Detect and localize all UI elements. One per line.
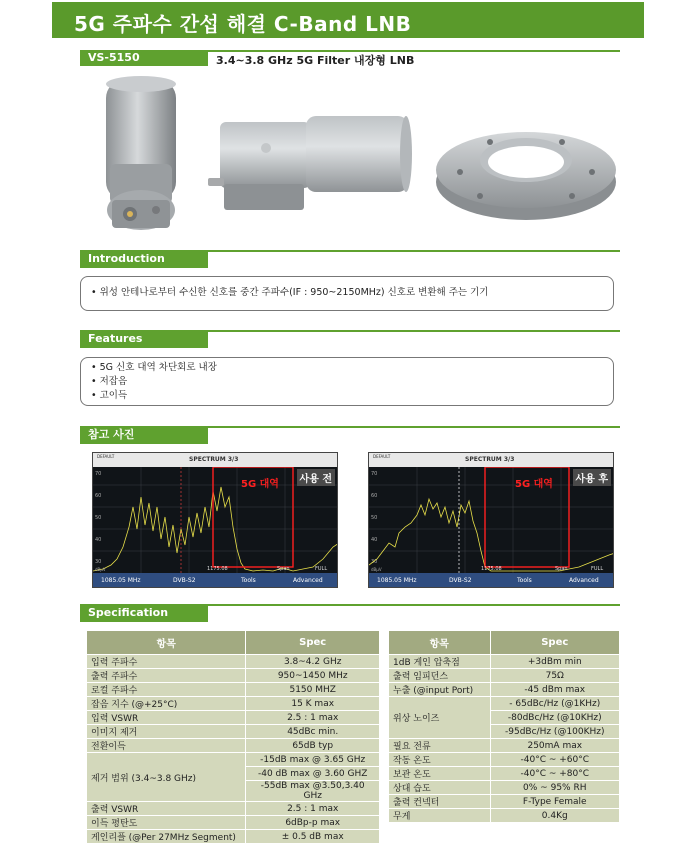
5g-band-label: 5G 대역 [515,479,553,490]
spec-item: 위상 노이즈 [389,697,491,739]
spec-item: 필요 전류 [389,739,491,753]
spec-item: 이득 평탄도 [87,816,246,830]
list-item: • 저잡음 [91,375,603,389]
spec-value: -45 dBm max [490,683,619,697]
footer-advanced: Advanced [569,577,599,584]
spec-value: 5150 MHZ [246,683,380,697]
spec-item: 누출 (@input Port) [389,683,491,697]
full-label: FULL [591,566,604,572]
lnb-flange-photo [430,120,622,224]
section-specification [80,604,620,624]
section-divider [208,604,620,606]
screen-preset: DEFAULT [373,454,391,459]
table-row [87,697,380,711]
table-row [389,809,620,823]
spec-item: 입력 주파수 [87,655,246,669]
spec-item: 제거 범위 (3.4~3.8 GHz) [87,753,246,802]
table-row [389,767,620,781]
table-row [389,669,620,683]
section-divider [208,330,620,332]
y-tick: 70 [95,471,102,477]
screen-preset: DEFAULT [97,454,115,459]
table-row [389,753,620,767]
footer-standard: DVB-S2 [449,577,472,584]
spectrum-screen-after [368,452,614,588]
screen-footer [369,573,613,587]
spec-value: -40°C ~ +80°C [490,767,619,781]
footer-frequency: 1085.05 MHz [101,577,141,584]
spec-value: -40°C ~ +60°C [490,753,619,767]
table-row [87,711,380,725]
table-row [389,683,620,697]
spec-item: 입력 VSWR [87,711,246,725]
introduction-box [80,276,614,311]
spec-item: 이미지 제거 [87,725,246,739]
list-item: • 고이득 [91,389,603,403]
y-tick: 40 [95,537,102,543]
table-row [389,655,620,669]
section-label: Introduction [80,250,208,268]
y-tick: 70 [371,471,378,477]
model-header [80,50,620,68]
spec-value: 6dBp-p max [246,816,380,830]
spec-item: 게인리플 (@Per 27MHz Segment) [87,830,246,844]
table-row [87,802,380,816]
y-tick: 40 [371,537,378,543]
spec-table-left-body [87,655,380,844]
spec-value: -55dB max @3.50,3.40 GHz [246,781,380,802]
spec-value: 75Ω [490,669,619,683]
spec-item: 출력 VSWR [87,802,246,816]
screen-header [369,453,613,467]
section-label: Features [80,330,208,348]
lnb-front-photo [100,74,196,232]
spec-value: 250mA max [490,739,619,753]
table-row [389,697,620,711]
spec-value: -15dB max @ 3.65 GHz [246,753,380,767]
spec-table-right-body [389,655,620,823]
spec-value: 65dB typ [246,739,380,753]
list-item: • 5G 신호 대역 차단회로 내장 [91,361,603,375]
5g-band-label: 5G 대역 [241,479,279,490]
screen-footer [93,573,337,587]
footer-tools: Tools [517,577,532,584]
table-row [87,669,380,683]
spec-value: ± 0.5 dB max [246,830,380,844]
spec-value: -80dBc/Hz (@10KHz) [490,711,619,725]
frequency-marker: 1175.08 [207,566,228,572]
unit-label: dBμV [95,567,106,572]
spec-item: 상대 습도 [389,781,491,795]
y-tick: 60 [371,493,378,499]
column-header: 항목 [389,631,491,655]
spec-value: 2.5 : 1 max [246,802,380,816]
spec-value: -40 dB max @ 3.60 GHZ [246,767,380,781]
screen-title: SPECTRUM 3/3 [189,456,239,463]
footer-frequency: 1085.05 MHz [377,577,417,584]
spec-table-left [86,630,380,844]
footer-tools: Tools [241,577,256,584]
table-row [389,781,620,795]
spectrum-screen-before [92,452,338,588]
section-reference [80,426,620,446]
spec-item: 전환이득 [87,739,246,753]
spec-value: 0% ~ 95% RH [490,781,619,795]
table-row [87,753,380,767]
y-tick: 50 [371,515,378,521]
spec-item: 보관 온도 [389,767,491,781]
spec-value: F-Type Female [490,795,619,809]
table-row [87,655,380,669]
section-divider [208,426,620,428]
spec-item: 작동 온도 [389,753,491,767]
table-row [87,816,380,830]
table-row [87,725,380,739]
y-tick: 30 [371,559,378,565]
before-tag: 사용 전 [297,469,335,486]
title-bar [52,2,644,38]
table-row [87,739,380,753]
footer-standard: DVB-S2 [173,577,196,584]
spec-item: 1dB 게인 압축점 [389,655,491,669]
table-row [87,683,380,697]
spec-value: 950~1450 MHz [246,669,380,683]
frequency-marker: 1175.08 [481,566,502,572]
y-tick: 50 [95,515,102,521]
table-row [389,739,620,753]
spec-value: 45dBc min. [246,725,380,739]
spec-value: - 65dBc/Hz (@1KHz) [490,697,619,711]
section-label: 참고 사진 [80,426,208,444]
spec-item: 출력 임피던스 [389,669,491,683]
full-label: FULL [315,566,328,572]
page-title: 5G 주파수 간섭 해결 C-Band LNB [74,12,412,36]
features-box [80,357,614,406]
spec-value: -95dBc/Hz (@100KHz) [490,725,619,739]
table-row [389,795,620,809]
introduction-text: • 위성 안테나로부터 수신한 신호를 중간 주파수(IF : 950~2150MHz) 신호로 변환해 주는 기기 [91,286,603,300]
section-label: Specification [80,604,208,622]
spec-value: 2.5 : 1 max [246,711,380,725]
section-features [80,330,620,350]
unit-label: dBμV [371,567,382,572]
screen-title: SPECTRUM 3/3 [465,456,515,463]
spec-value: 15 K max [246,697,380,711]
section-introduction [80,250,620,270]
spec-table-right [388,630,620,823]
y-tick: 60 [95,493,102,499]
after-tag: 사용 후 [573,469,611,486]
table-row [87,830,380,844]
model-label: VS-5150 [80,50,208,66]
lnb-side-photo [206,108,416,216]
column-header: Spec [246,631,380,655]
span-label: Span [555,566,568,572]
spec-item: 잡음 지수 (@+25°C) [87,697,246,711]
span-label: Span [277,566,290,572]
section-divider [208,250,620,252]
y-tick: 30 [95,559,102,565]
column-header: 항목 [87,631,246,655]
spec-item: 무게 [389,809,491,823]
spec-item: 로컬 주파수 [87,683,246,697]
spec-value: 0.4Kg [490,809,619,823]
model-description: 3.4~3.8 GHz 5G Filter 내장형 LNB [216,54,415,67]
screen-header [93,453,337,467]
spec-item: 출력 주파수 [87,669,246,683]
spec-value: 3.8~4.2 GHz [246,655,380,669]
footer-advanced: Advanced [293,577,323,584]
spec-item: 출력 컨넥터 [389,795,491,809]
column-header: Spec [490,631,619,655]
spec-value: +3dBm min [490,655,619,669]
